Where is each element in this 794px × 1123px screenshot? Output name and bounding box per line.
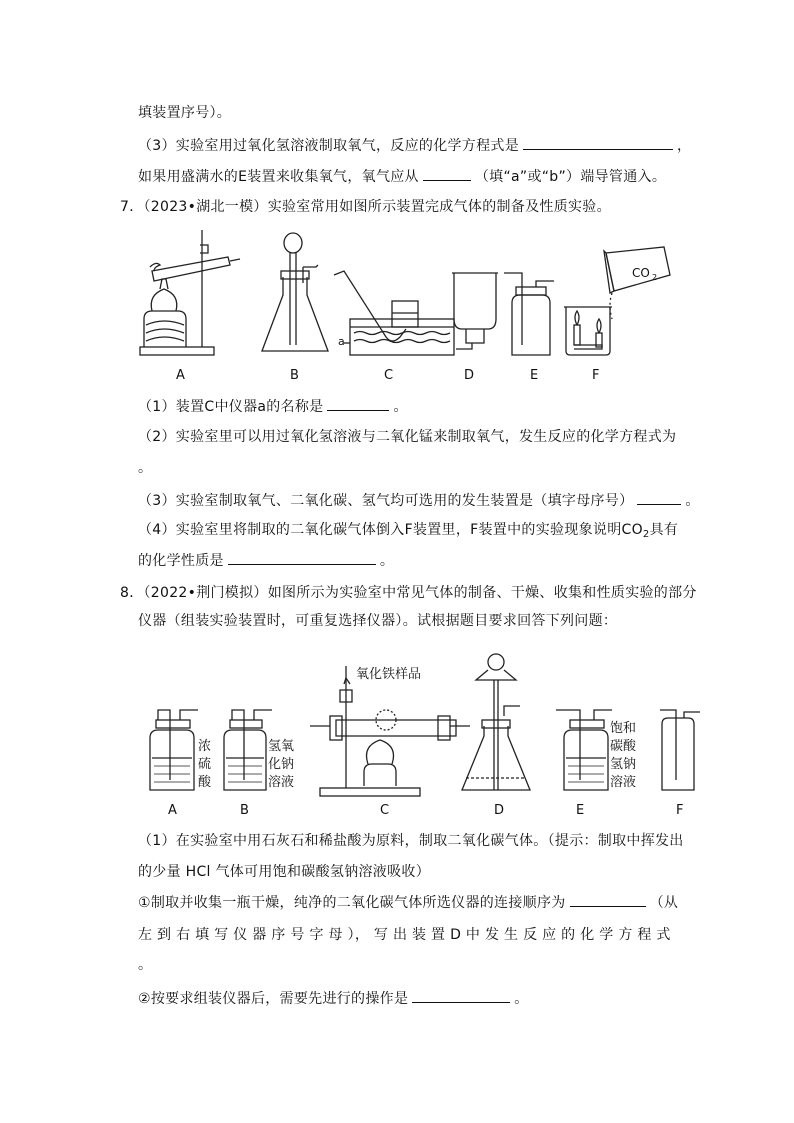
fig7-label-f: F [592, 368, 600, 383]
apparatus-d [462, 654, 530, 790]
fig7-label-c: C [384, 368, 394, 383]
e-text-2: 碳酸 [610, 739, 637, 754]
answer-blank[interactable] [412, 988, 510, 1003]
question-7-4: （4）实验室里将制取的二氧化碳气体倒入F装置里，F装置中的实验现象说明$CO_2$具有 [138, 522, 679, 540]
co2-label-sub: 2 [652, 273, 658, 282]
text-line: 。 [138, 460, 153, 476]
answer-blank[interactable] [327, 396, 389, 411]
answer-blank[interactable] [570, 892, 646, 907]
fig8-label-e: E [576, 803, 585, 818]
a-text-1: 浓 [198, 739, 212, 754]
text-line: 如果用盛满水的E装置来收集氧气，氧气应从 （填“a”或“b”）端导管通入。 [138, 166, 666, 187]
question-7-title: 7．（2023•湖北一模）实验室常用如图所示装置完成气体的制备及性质实验。 [120, 199, 611, 215]
apparatus-b [224, 710, 272, 790]
text-line: 的少量 HCl 气体可用饱和碳酸氢钠溶液吸收） [138, 864, 430, 880]
answer-blank[interactable] [423, 166, 471, 181]
apparatus-e [504, 273, 554, 355]
question-7-3: （3）实验室制取氧气、二氧化碳、氢气均可选用的发生装置是（填字母序号） 。 [138, 490, 700, 511]
figure-7-apparatus [138, 225, 698, 385]
a-text-2: 硫 [198, 757, 212, 772]
question-8-1-2: ②按要求组装仪器后，需要先进行的操作是 。 [138, 988, 529, 1009]
answer-blank[interactable] [228, 550, 376, 565]
apparatus-c [334, 271, 454, 355]
question-8-1-1: ①制取并收集一瓶干燥，纯净的二氧化碳气体所选仪器的连接顺序为 （从 [138, 892, 678, 913]
fig8-label-d: D [494, 803, 505, 818]
a-text-3: 酸 [198, 775, 212, 790]
b-text-2: 化钠 [268, 757, 295, 772]
text-line: 填装置序号）。 [138, 105, 232, 121]
text-line: 左 到 右 填 写 仪 器 序 号 字 母 ）， 写 出 装 置 D 中 发 生 反 应 的 化 学 方 程 式 [138, 927, 671, 943]
fig8-label-a: A [168, 803, 177, 818]
fig7-label-d: D [464, 368, 475, 383]
question-8-title: 8．（2022•荆门模拟）如图所示为实验室中常见气体的制备、干燥、收集和性质实验的部分 [120, 585, 697, 601]
fig8-label-f: F [676, 803, 684, 818]
apparatus-d [452, 273, 498, 349]
fig7-label-b: B [290, 368, 299, 383]
apparatus-a [140, 230, 240, 355]
b-text-1: 氢氧 [268, 739, 295, 754]
e-text-1: 饱和 [610, 721, 637, 736]
figure-8-apparatus [140, 640, 700, 820]
question-7-1: （1）装置C中仪器a的名称是 。 [138, 396, 408, 417]
e-text-4: 溶液 [610, 775, 637, 790]
text-line: 。 [138, 957, 153, 973]
label-a: a [338, 335, 345, 348]
fig7-label-a: A [176, 368, 185, 383]
question-8-1: （1）在实验室中用石灰石和稀盐酸为原料，制取二氧化碳气体。（提示：制取中挥发出 [138, 833, 684, 849]
apparatus-c [310, 666, 470, 796]
text-line: 仪器（组装实验装置时，可重复选择仪器）。试根据题目要求回答下列问题： [138, 613, 618, 629]
c-title: 氧化铁样品 [356, 667, 422, 682]
b-text-3: 溶液 [268, 775, 295, 790]
question-6-3: （3）实验室用过氧化氢溶液制取氧气，反应的化学方程式是 ， [138, 135, 691, 156]
answer-blank[interactable] [637, 490, 681, 505]
fig8-label-c: C [380, 803, 390, 818]
fig8-label-b: B [240, 803, 249, 818]
apparatus-f [660, 710, 700, 790]
e-text-3: 氢钠 [610, 757, 637, 772]
text-line: 的化学性质是 。 [138, 550, 394, 571]
apparatus-b [262, 233, 328, 351]
co2-label: CO [632, 266, 650, 280]
question-7-2: （2）实验室里可以用过氧化氢溶液与二氧化锰来制取氧气，发生反应的化学方程式为 [138, 429, 677, 445]
answer-blank[interactable] [523, 135, 673, 150]
apparatus-f [564, 247, 670, 355]
apparatus-e [556, 710, 612, 790]
apparatus-a [150, 710, 198, 790]
fig7-label-e: E [530, 368, 539, 383]
